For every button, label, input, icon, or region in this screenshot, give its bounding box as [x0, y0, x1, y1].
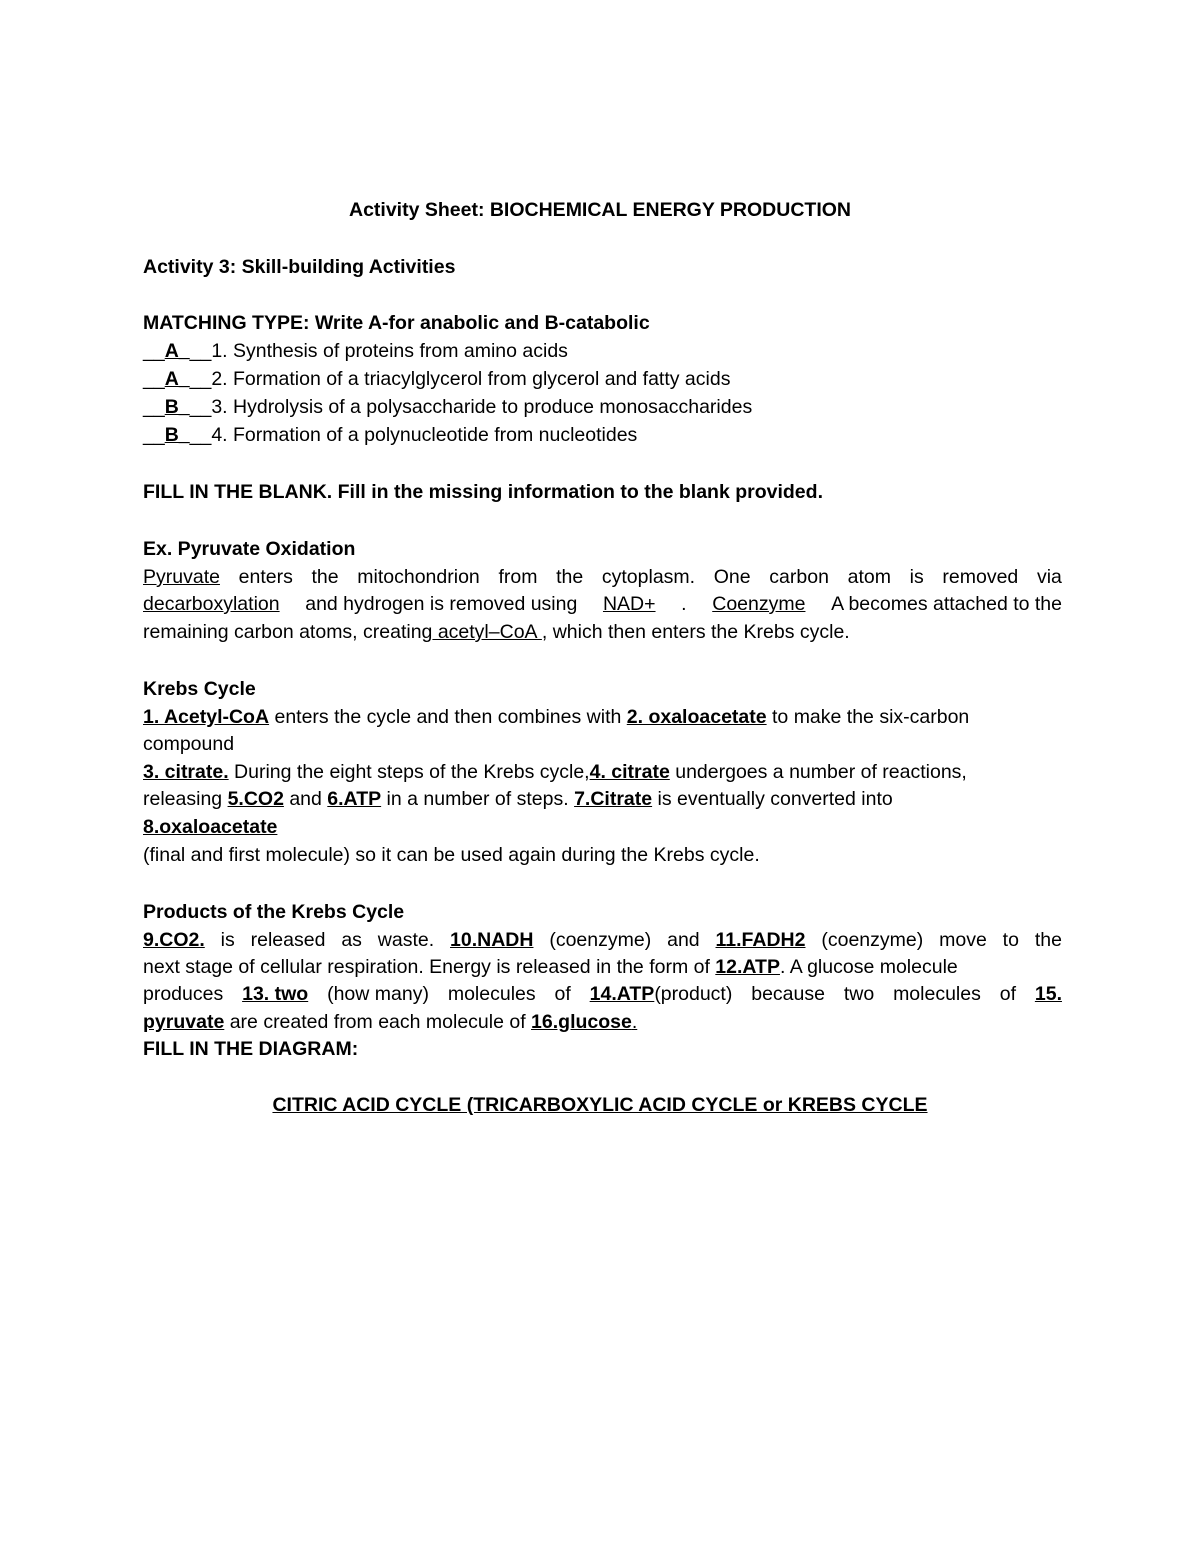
products-answer-14: 14.ATP [589, 983, 655, 1005]
matching-item-2: __A___2. Formation of a triacylglycerol from glycerol and fatty acids [143, 368, 731, 390]
coenzyme-word: Coenzyme [712, 593, 806, 615]
krebs-heading: Krebs Cycle [143, 678, 256, 700]
krebs-answer-7: 7.Citrate [574, 788, 653, 810]
document-title: Activity Sheet: BIOCHEMICAL ENERGY PRODUCTION [348, 199, 851, 221]
products-line-2: next stage of cellular respiration. Energy is released in the form of 12.ATP. A glucose molecule [143, 956, 958, 978]
products-heading: Products of the Krebs Cycle [143, 901, 405, 923]
krebs-answer-2: 2. oxaloacetate [626, 706, 767, 728]
matching-answer-3: B_ [164, 396, 190, 418]
pyruvate-line-2: decarboxylation and hydrogen is removed using NAD+ . Coenzyme A becomes attached to the [143, 593, 1062, 615]
pyruvate-line-1: Pyruvate enters the mitochondrion from the cytoplasm. One carbon atom is removed via [143, 566, 1062, 588]
krebs-line-5 [143, 818, 277, 838]
products-line-3: produces 13. two (how many) molecules of 14.ATP(product) because two molecules of 15. [143, 983, 1062, 1005]
diagram-heading: FILL IN THE DIAGRAM: [143, 1038, 359, 1060]
matching-answer-1: A_ [164, 340, 190, 362]
nad-word: NAD+ [602, 593, 656, 615]
products-answer-9: 9.CO2. [143, 929, 205, 951]
products-line-4: pyruvate are created from each molecule of 16.glucose. [143, 1011, 638, 1033]
matching-answer-2: A_ [164, 368, 190, 390]
pyruvate-word: Pyruvate [143, 566, 220, 588]
products-line-1: 9.CO2. is released as waste. 10.NADH (coenzyme) and 11.FADH2 (coenzyme) move to the [143, 929, 1062, 951]
activity-heading: Activity 3: Skill-building Activities [143, 256, 456, 278]
pyruvate-line-3: remaining carbon atoms, creating acetyl–CoA , which then enters the Krebs cycle. [143, 621, 850, 643]
products-answer-15b: pyruvate [143, 1011, 225, 1033]
krebs-line-2: compound [143, 733, 235, 755]
products-answer-11: 11.FADH2 [715, 929, 806, 951]
products-answer-16: 16.glucose [531, 1011, 632, 1033]
products-answer-10: 10.NADH [450, 929, 534, 951]
acetyl-coa-word: acetyl–CoA [432, 621, 542, 643]
krebs-line-4: releasing 5.CO2 and 6.ATP in a number of steps. 7.Citrate is eventually converted into [143, 788, 893, 810]
matching-item-4: __B___4. Formation of a polynucleotide from nucleotides [143, 424, 638, 446]
krebs-answer-4: 4. citrate [589, 761, 670, 783]
matching-heading: MATCHING TYPE: Write A-for anabolic and B-catabolic [143, 312, 650, 334]
products-answer-13: 13. two [242, 983, 309, 1005]
krebs-answer-3: 3. citrate. [143, 761, 229, 783]
matching-item-3: __B___3. Hydrolysis of a polysaccharide to produce monosaccharides [143, 396, 753, 418]
krebs-answer-5: 5.CO2 [227, 788, 284, 810]
diagram-title: CITRIC ACID CYCLE (TRICARBOXYLIC ACID CYCLE or KREBS CYCLE [272, 1094, 928, 1116]
matching-answer-4: B_ [164, 424, 190, 446]
pyruvate-heading: Ex. Pyruvate Oxidation [143, 538, 356, 560]
fill-heading: FILL IN THE BLANK. Fill in the missing information to the blank provided. [143, 481, 823, 503]
krebs-line-6: (final and first molecule) so it can be used again during the Krebs cycle. [143, 844, 760, 866]
products-answer-12: 12.ATP [715, 956, 780, 978]
matching-item-1: __A___1. Synthesis of proteins from amino acids [143, 340, 568, 362]
products-answer-15: 15. [1034, 983, 1062, 1005]
krebs-answer-1: 1. Acetyl-CoA [143, 706, 270, 728]
decarboxylation-word: decarboxylation [143, 593, 280, 615]
krebs-line-1: 1. Acetyl-CoA enters the cycle and then combines with 2. oxaloacetate to make the six-carbon [143, 706, 970, 728]
krebs-line-3: 3. citrate. During the eight steps of the Krebs cycle,4. citrate undergoes a number of reactions, [143, 761, 967, 783]
krebs-answer-6: 6.ATP [327, 788, 382, 810]
krebs-answer-8: 8.oxaloacetate [143, 816, 278, 838]
